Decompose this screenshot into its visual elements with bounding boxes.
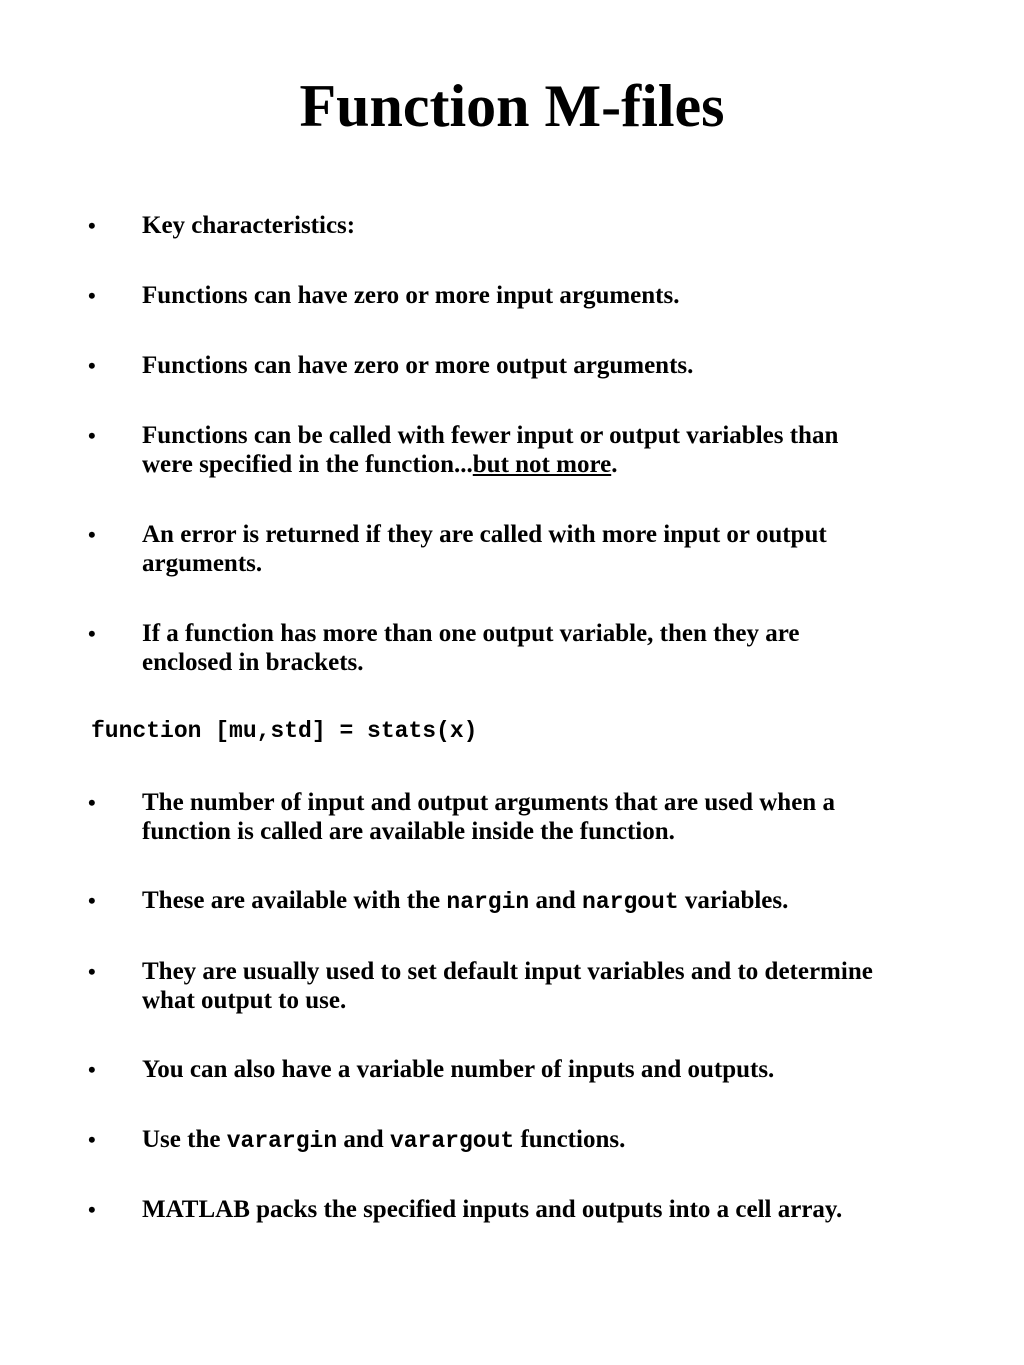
bullet-icon: • — [88, 1197, 96, 1222]
list-item-text — [142, 520, 942, 578]
bullet-icon: • — [88, 959, 96, 984]
list-item-text — [142, 619, 942, 677]
code-keyword: nargout — [582, 889, 679, 915]
list-item-text — [142, 788, 942, 846]
list-item-line: Functions can be called with fewer input or output variables than — [142, 422, 839, 449]
bullet-icon: • — [88, 1127, 96, 1152]
list-item-text: Functions can have zero or more output arguments. — [142, 352, 694, 379]
list-item-line: arguments. — [142, 550, 263, 577]
code-keyword: varargin — [226, 1128, 338, 1154]
bullet-icon: • — [88, 888, 96, 913]
code-keyword: nargin — [446, 889, 530, 915]
list-item-fragment: and — [337, 1126, 390, 1153]
bullet-icon: • — [88, 621, 96, 646]
list-item-line: function is called are available inside the function. — [142, 818, 675, 845]
list-item-fragment: These are available with the — [142, 887, 447, 914]
bullet-icon: • — [88, 790, 96, 815]
list-item-line: The number of input and output arguments that are used when a — [142, 789, 835, 816]
list-item-fragment: variables. — [678, 887, 789, 914]
list-item-text: You can also have a variable number of inputs and outputs. — [142, 1056, 775, 1083]
list-item-text — [142, 886, 942, 917]
list-item-line: An error is returned if they are called with more input or output — [142, 521, 827, 548]
list-item-line: They are usually used to set default input variables and to determine — [142, 958, 873, 985]
bullet-icon: • — [88, 353, 96, 378]
list-item-text: MATLAB packs the specified inputs and outputs into a cell array. — [142, 1196, 843, 1223]
bullet-icon: • — [88, 283, 96, 308]
list-item-line — [142, 450, 942, 479]
list-item-fragment: and — [529, 887, 583, 914]
list-item-text — [142, 1125, 942, 1156]
page-title: Function M-files — [299, 73, 725, 139]
code-keyword: varargout — [389, 1128, 515, 1154]
list-item-text: Key characteristics: — [142, 212, 356, 239]
code-example: function [mu,std] = stats(x) — [91, 718, 478, 744]
list-item-fragment: were specified in the function... — [142, 451, 473, 478]
underlined-phrase: but not more — [472, 451, 612, 478]
bullet-icon: • — [88, 1057, 96, 1082]
list-item-text — [142, 957, 942, 1015]
list-item-fragment: functions. — [514, 1126, 626, 1153]
list-item-line: enclosed in brackets. — [142, 649, 364, 676]
list-item-text — [142, 421, 942, 479]
list-item-line: If a function has more than one output variable, then they are — [142, 620, 800, 647]
bullet-icon: • — [88, 522, 96, 547]
list-item-text: Functions can have zero or more input arguments. — [142, 282, 680, 309]
bullet-icon: • — [88, 423, 96, 448]
list-item-line: what output to use. — [142, 987, 347, 1014]
list-item-fragment: . — [611, 451, 618, 478]
bullet-icon: • — [88, 213, 96, 238]
list-item-fragment: Use the — [142, 1126, 227, 1153]
